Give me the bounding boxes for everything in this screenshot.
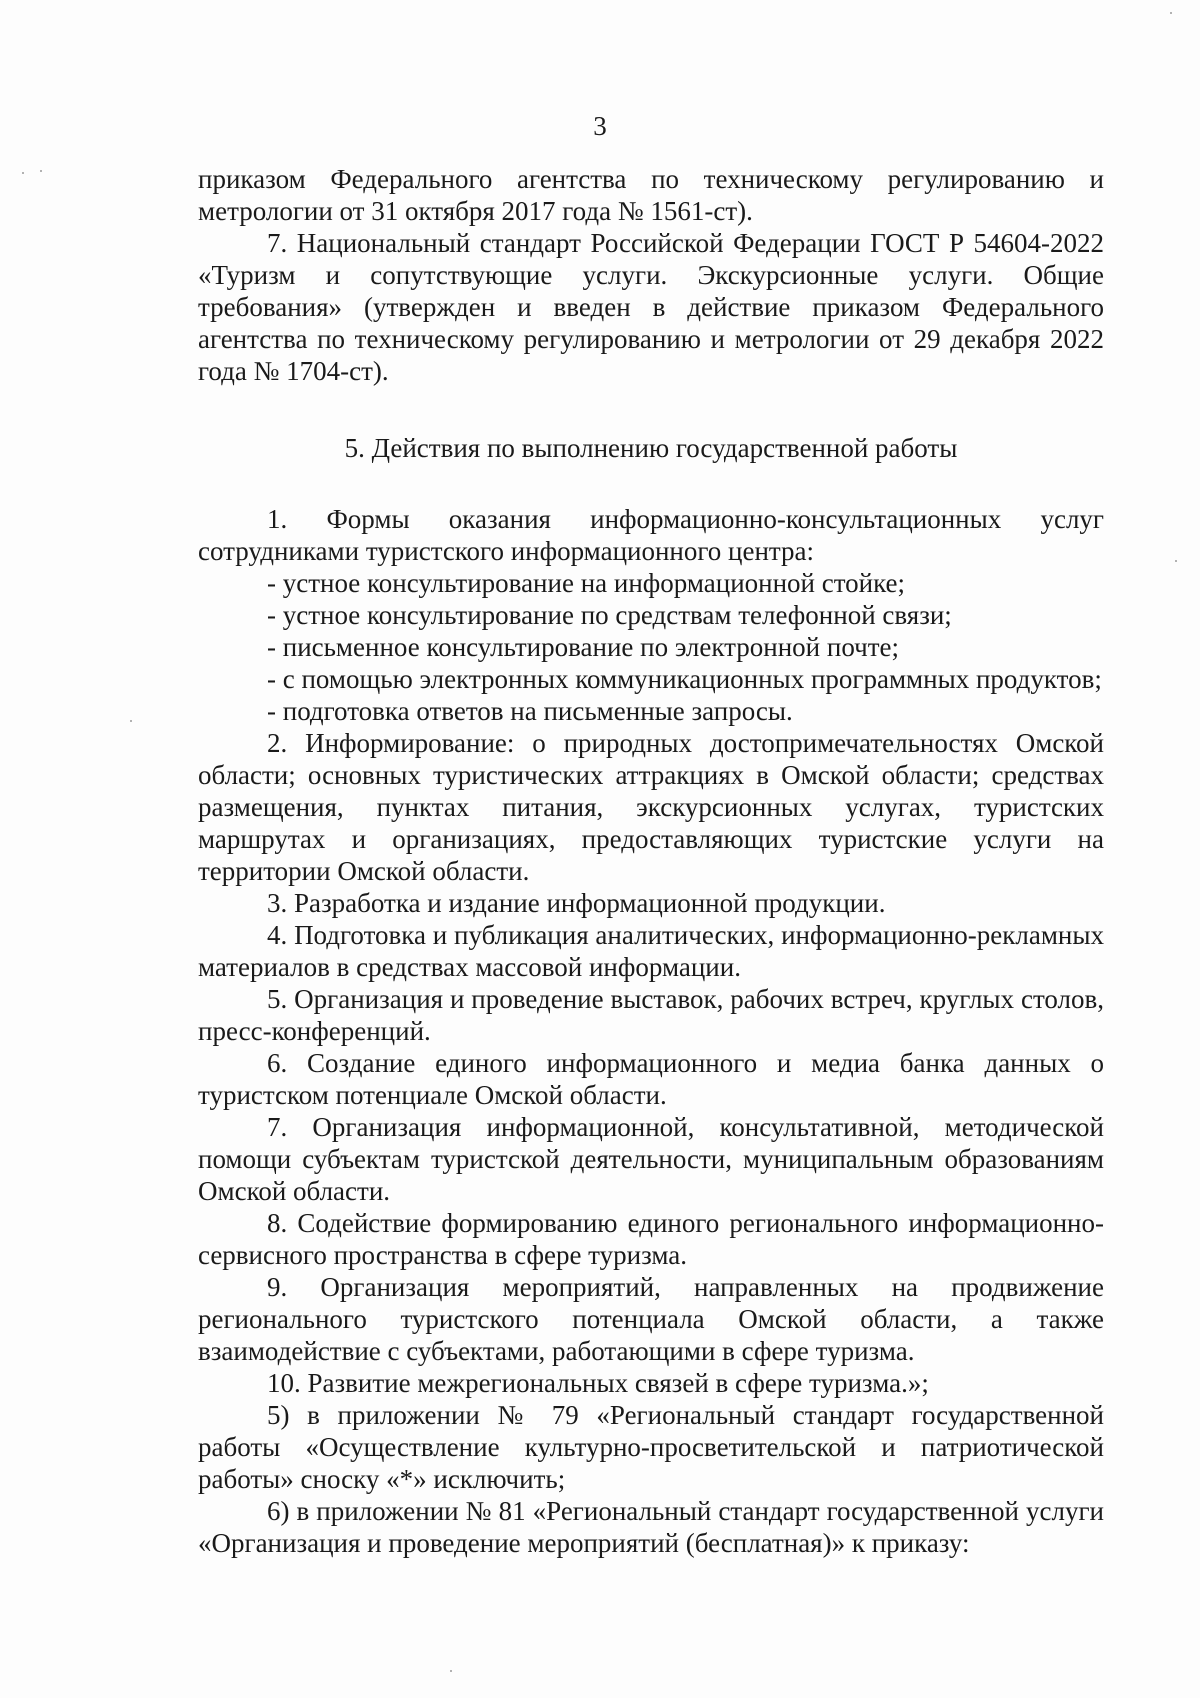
paragraph: 6. Создание единого информационного и медиа банка данных о туристском потенциале Омской области.	[198, 1048, 1104, 1110]
scan-speck	[130, 720, 132, 722]
paragraph: 7. Национальный стандарт Российской Федерации ГОСТ Р 54604-2022 «Туризм и сопутствующие услуги. Экскурсионные услуги. Общие требования» (утвержден и введен в действие приказом Федерального агентства по техническому регулированию и метрологии от 29 декабря 2022 года № 1704-ст).	[198, 228, 1104, 386]
page-number: 3	[593, 111, 607, 141]
paragraph: 1. Формы оказания информационно-консультационных услуг сотрудниками туристского информационного центра:	[198, 504, 1104, 566]
paragraph: 8. Содействие формированию единого регионального информационно-сервисного пространства в сфере туризма.	[198, 1208, 1104, 1270]
paragraph: 3. Разработка и издание информационной продукции.	[267, 888, 886, 918]
list-item: - устное консультирование на информационной стойке;	[267, 568, 906, 598]
section-heading-container	[198, 432, 1198, 464]
list-item: - с помощью электронных коммуникационных программных продуктов;	[267, 664, 1102, 694]
paragraph: 10. Развитие межрегиональных связей в сфере туризма.»;	[267, 1368, 929, 1398]
text-block-top	[198, 163, 1104, 387]
paragraph: 6) в приложении № 81 «Региональный стандарт государственной услуги «Организация и проведение мероприятий (бесплатная)» к приказу:	[198, 1496, 1104, 1558]
paragraph: 9. Организация мероприятий, направленных на продвижение регионального туристского потенциала Омской области, а также взаимодействие с субъектами, работающими в сфере туризма.	[198, 1272, 1104, 1366]
paragraph: 5. Организация и проведение выставок, рабочих встреч, круглых столов, пресс-конференций.	[198, 984, 1104, 1046]
scan-speck	[22, 172, 24, 174]
list-item: - устное консультирование по средствам телефонной связи;	[267, 600, 952, 630]
scan-speck	[450, 1670, 452, 1672]
paragraph: 5) в приложении № 79 «Региональный стандарт государственной работы «Осуществление культурно-просветительской и патриотической работы» сноску «*» исключить;	[198, 1400, 1104, 1494]
paragraph: 2. Информирование: о природных достопримечательностях Омской области; основных туристических аттракциях в Омской области; средствах размещения, пунктах питания, экскурсионных услугах, туристских маршрутах и организациях, предоставляющих туристские услуги на территории Омской области.	[198, 728, 1104, 886]
scan-speck	[40, 170, 42, 172]
paragraph: 4. Подготовка и публикация аналитических, информационно-рекламных материалов в средствах массовой информации.	[198, 920, 1104, 982]
list-item: - письменное консультирование по электронной почте;	[267, 632, 899, 662]
text-block-main	[198, 503, 1104, 1559]
scan-speck	[1175, 560, 1177, 562]
section-heading: 5. Действия по выполнению государственной работы	[344, 433, 958, 463]
paragraph: приказом Федерального агентства по техническому регулированию и метрологии от 31 октября 2017 года № 1561-ст).	[198, 164, 1104, 226]
paragraph: 7. Организация информационной, консультативной, методической помощи субъектам туристской деятельности, муниципальным образованиям Омской области.	[198, 1112, 1104, 1206]
scan-speck	[1170, 12, 1172, 14]
list-item: - подготовка ответов на письменные запросы.	[267, 696, 793, 726]
